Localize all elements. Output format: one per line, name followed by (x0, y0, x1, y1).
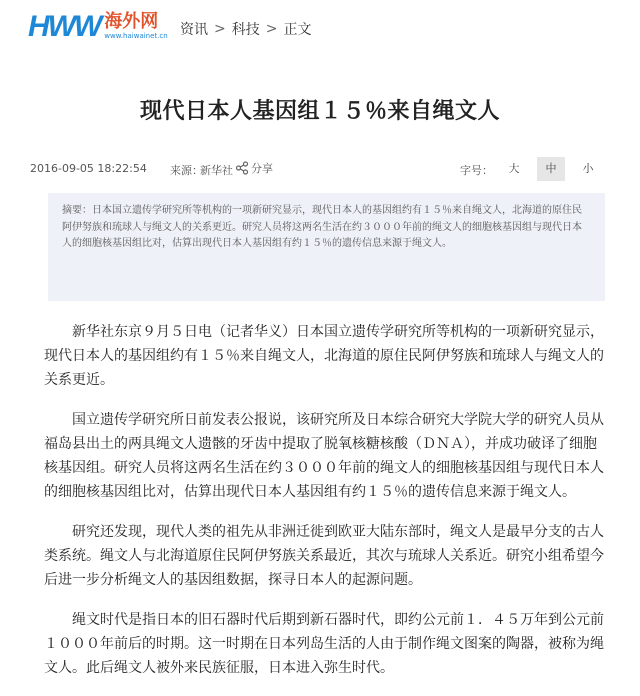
article-body (44, 320, 604, 696)
paragraph: 研究还发现，现代人类的祖先从非洲迁徙到欧亚大陆东部时，绳文人是最早分支的古人类系统。绳文人与北海道原住民阿伊努族关系最近，其次与琉球人关系近。研究小组希望今后进一步分析绳文人的基因组数据，探寻日本人的起源问题。 (44, 524, 604, 588)
breadcrumb (180, 19, 311, 39)
breadcrumb-separator: > (214, 21, 226, 37)
breadcrumb-item-tech[interactable]: 科技 (231, 22, 260, 38)
logo-latin: HWW (28, 10, 101, 43)
paragraph: 新华社东京９月５日电（记者华义）日本国立遗传学研究所等机构的一项新研究显示，现代日本人的基因组约有１５％来自绳文人，北海道的原住民阿伊努族和琉球人与绳文人的关系更近。 (44, 324, 604, 388)
site-header (0, 0, 640, 58)
font-size-small[interactable]: 小 (582, 162, 594, 175)
breadcrumb-item-news[interactable]: 资讯 (180, 22, 208, 38)
font-size-label: 字号： (460, 164, 493, 177)
paragraph: 绳文时代是指日本的旧石器时代后期到新石器时代，即约公元前１．４５万年到公元前１０００年前后的时期。这一时期在日本列岛生活的人由于制作绳文图案的陶器，被称为绳文人。此后绳文人被外来民族征服，日本进入弥生时代。 (44, 612, 604, 676)
source-name: 新华社 (200, 164, 233, 177)
share-label: 分享 (251, 162, 273, 175)
share-icon (235, 161, 249, 175)
article-title: 现代日本人基因组１５％来自绳文人 (139, 99, 500, 124)
article-meta (30, 160, 610, 180)
share-button[interactable] (235, 160, 273, 176)
site-logo[interactable] (28, 12, 168, 46)
logo-url: www.haiwainet.cn (104, 32, 168, 40)
summary-text: 摘要：日本国立遗传学研究所等机构的一项新研究显示，现代日本人的基因组约有１５％来自绳文人，北海道的原住民阿伊努族和琉球人与绳文人的关系更近。研究人员将这两名生活在约３０００年前的绳文人的细胞核基因组与现代日本人的细胞核基因组比对，估算出现代日本人基因组有约１５％的遗传信息来源于绳文人。 (62, 205, 582, 249)
font-size-medium[interactable]: 中 (537, 157, 565, 181)
paragraph: 国立遗传学研究所日前发表公报说，该研究所及日本综合研究大学院大学的研究人员从福岛县出土的两具绳文人遗骸的牙齿中提取了脱氧核糖核酸（ＤＮＡ），并成功破译了细胞核基因组。研究人员将这两名生活在约３０００年前的绳文人的细胞核基因组与现代日本人的细胞核基因组比对，估算出现代日本人基因组有约１５％的遗传信息来源于绳文人。 (44, 412, 604, 500)
source-label: 来源： (170, 164, 203, 177)
publish-date: 2016-09-05 18:22:54 (30, 162, 147, 175)
breadcrumb-item-article: 正文 (283, 22, 312, 38)
article-summary (48, 193, 605, 301)
breadcrumb-separator: > (265, 21, 278, 37)
font-size-large[interactable]: 大 (508, 162, 520, 175)
logo-cn: 海外网 (104, 11, 159, 32)
